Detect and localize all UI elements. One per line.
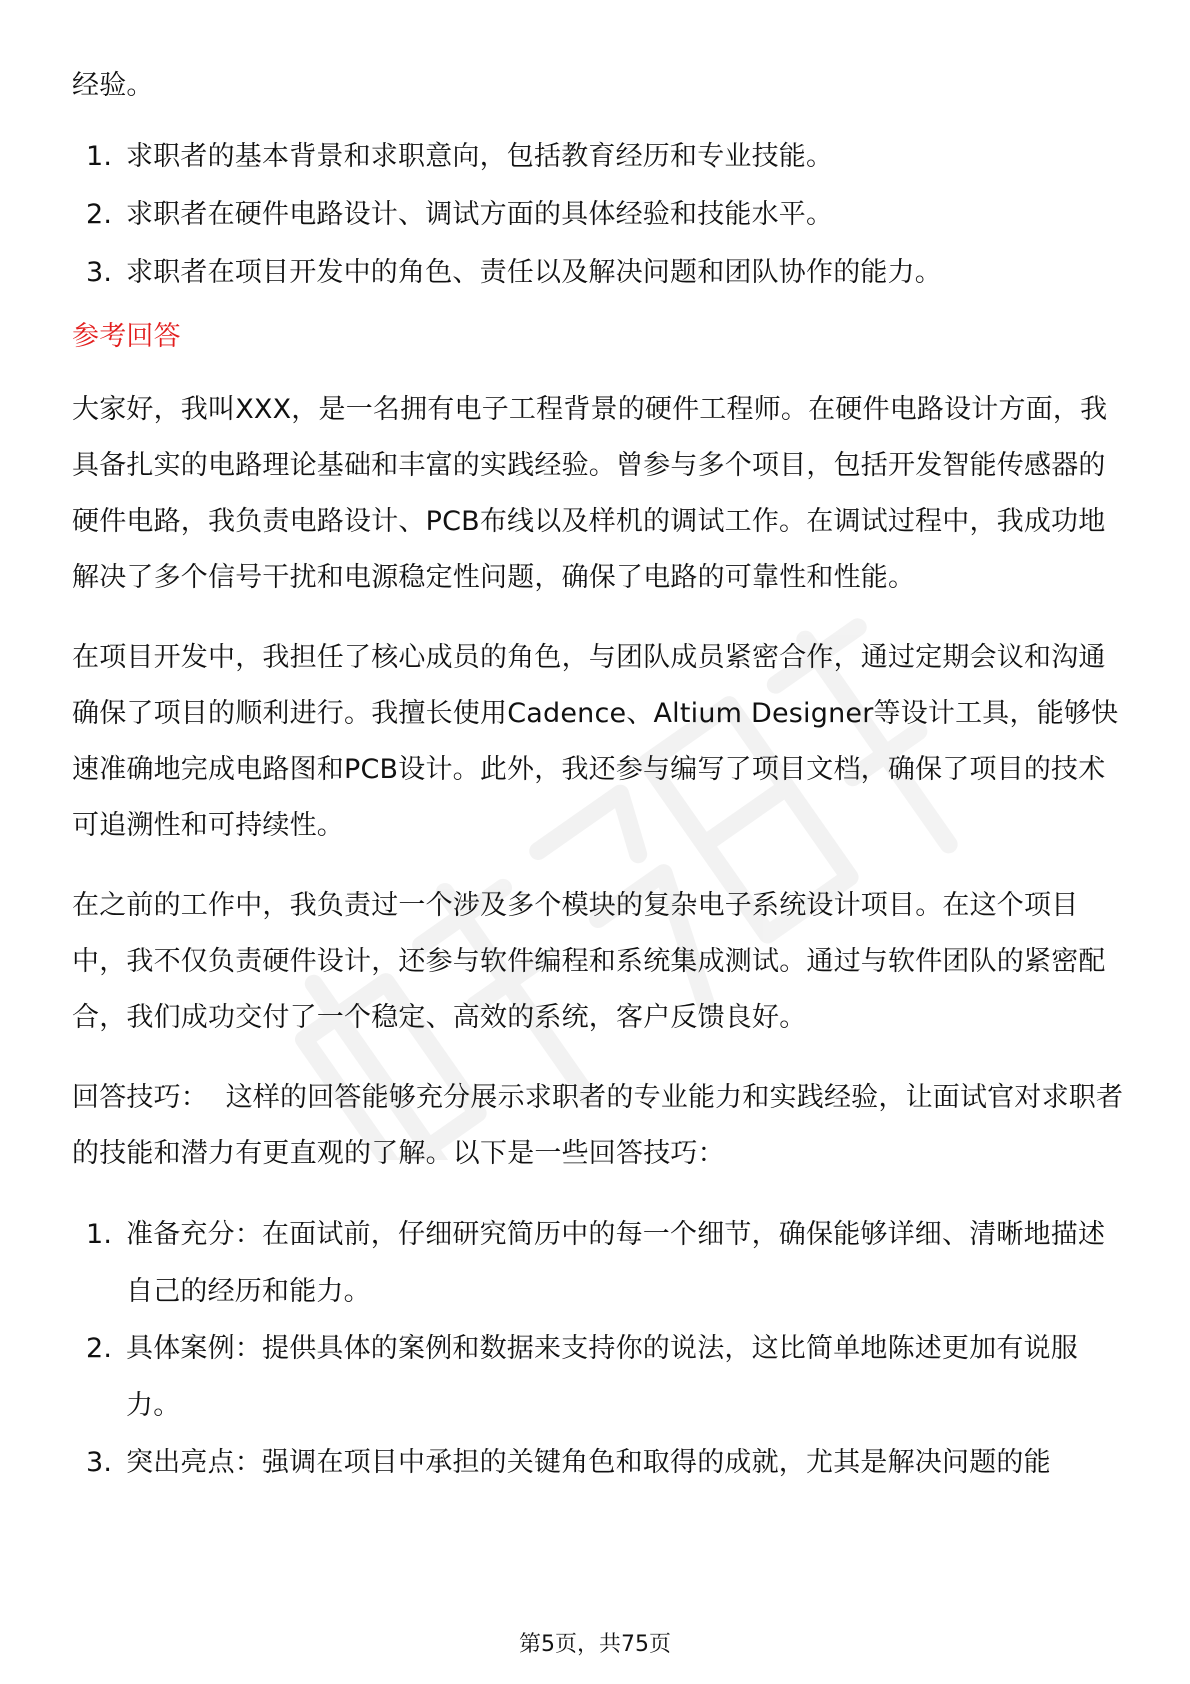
answer-paragraph: 在项目开发中，我担任了核心成员的角色，与团队成员紧密合作，通过定期会议和沟通确保了项目的顺利进行。我擅长使用Cadence、Altium Designer等设计工具，能够快速准确地完成电路图和PCB设计。此外，我还参与编写了项目文档，确保了项目的技术可追溯性和可持续性。 [72, 642, 1119, 841]
page-footer: 第5页，共75页 [519, 1632, 671, 1657]
tips-intro-paragraph: 回答技巧： 这样的回答能够充分展示求职者的专业能力和实践经验，让面试官对求职者的技能和潜力有更直观的了解。以下是一些回答技巧： [72, 1082, 1124, 1169]
list-item [72, 244, 1124, 302]
list-item [72, 1320, 1124, 1434]
list-item [72, 128, 1124, 186]
list-item-text: 求职者在硬件电路设计、调试方面的具体经验和技能水平。 [126, 199, 834, 230]
list-item [72, 1206, 1124, 1320]
document-body [72, 58, 1124, 1501]
focus-points-list [72, 128, 1124, 302]
section-title: 参考回答 [72, 321, 181, 352]
list-item [72, 1434, 1124, 1491]
list-item [72, 186, 1124, 244]
list-item-number: 3. [86, 1447, 113, 1478]
list-item-text: 突出亮点：强调在项目中承担的关键角色和取得的成就，尤其是解决问题的能 [126, 1447, 1051, 1478]
list-item-number: 3. [86, 257, 113, 288]
list-item-text: 求职者在项目开发中的角色、责任以及解决问题和团队协作的能力。 [126, 257, 942, 288]
list-item-number: 2. [86, 1333, 113, 1364]
list-item-number: 2. [86, 199, 113, 230]
tips-list [72, 1206, 1124, 1491]
list-item-number: 1. [86, 1219, 113, 1250]
answer-paragraph: 在之前的工作中，我负责过一个涉及多个模块的复杂电子系统设计项目。在这个项目中，我不仅负责硬件设计，还参与软件编程和系统集成测试。通过与软件团队的紧密配合，我们成功交付了一个稳定、高效的系统，客户反馈良好。 [72, 890, 1106, 1033]
list-item-text: 求职者的基本背景和求职意向，包括教育经历和专业技能。 [126, 141, 834, 172]
list-item-number: 1. [86, 141, 113, 172]
list-item-text: 具体案例：提供具体的案例和数据来支持你的说法，这比简单地陈述更加有说服力。 [126, 1333, 1078, 1421]
list-item-text: 准备充分：在面试前，仔细研究简历中的每一个细节，确保能够详细、清晰地描述自己的经历和能力。 [126, 1219, 1106, 1307]
intro-tail-text: 经验。 [72, 70, 154, 101]
answer-paragraph: 大家好，我叫XXX，是一名拥有电子工程背景的硬件工程师。在硬件电路设计方面，我具备扎实的电路理论基础和丰富的实践经验。曾参与多个项目，包括开发智能传感器的硬件电路，我负责电路设计、PCB布线以及样机的调试工作。在调试过程中，我成功地解决了多个信号干扰和电源稳定性问题，确保了电路的可靠性和性能。 [72, 394, 1108, 593]
